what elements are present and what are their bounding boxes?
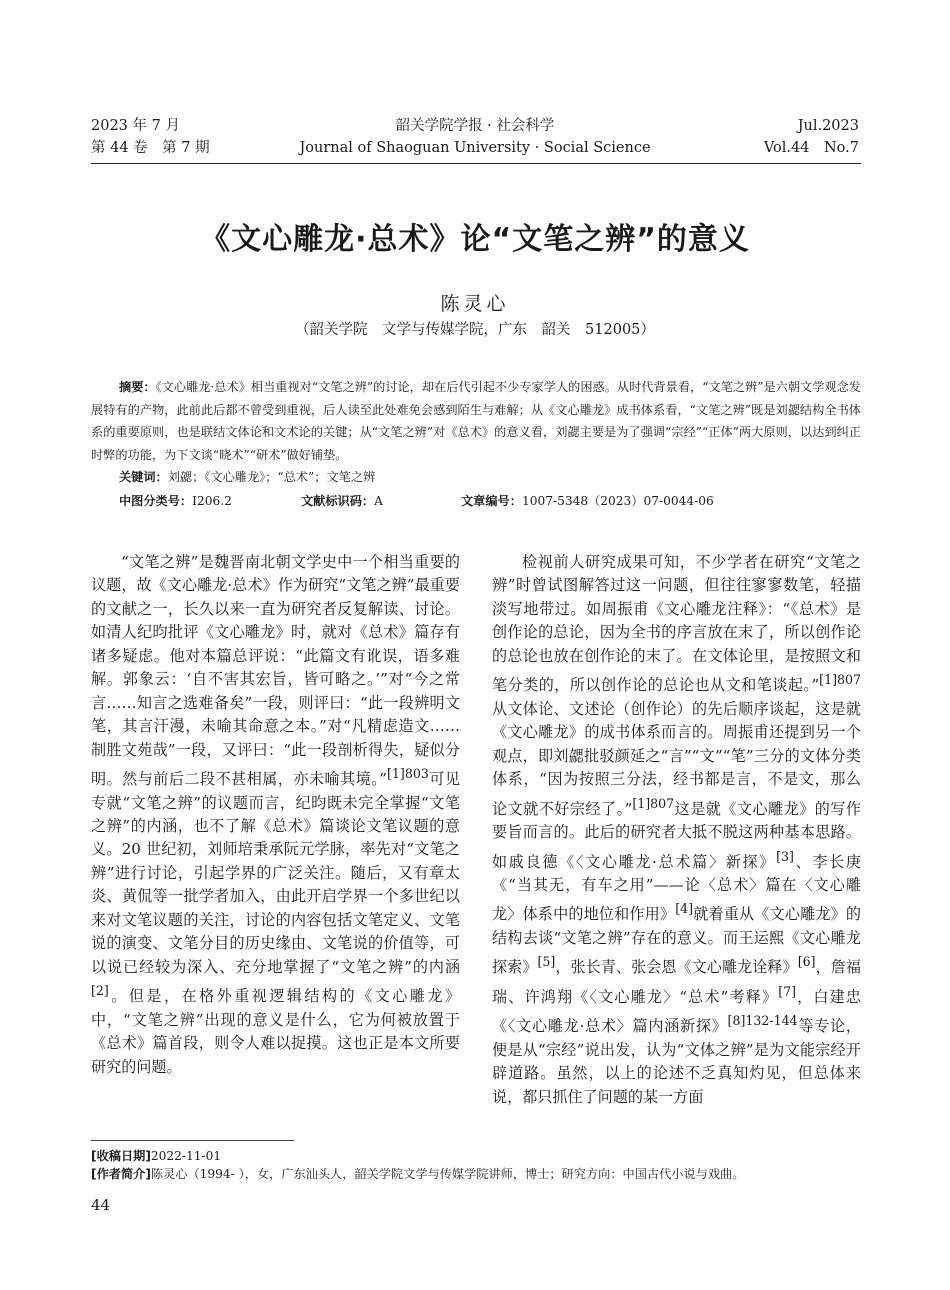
citation: [3] — [776, 848, 794, 864]
header-volume-en: Vol.44 No.7 — [763, 140, 859, 156]
body-right-text: ，白建忠《〈文心雕龙·总术〉篇内涵新探》 — [492, 987, 861, 1036]
header-journal-cn: 韶关学院学报 · 社会科学 — [395, 118, 555, 134]
body-right-text: 、李长庚《“当其无，有车之用”——论〈总术〉篇在〈文心雕龙〉体系中的地位和作用》 — [492, 852, 861, 924]
header-date-en: Jul.2023 — [797, 118, 859, 134]
document-code-label: 文献标识码： — [301, 494, 375, 508]
article-author: 陈灵心 — [440, 293, 510, 315]
article-id-label: 文章编号： — [461, 494, 522, 508]
citation: [2] — [91, 983, 109, 999]
body-right-text: 从文体论、文述论（创作论）的先后顺序谈起，这是就《文心雕龙》的成书体系而言的。周振甫还提到另一个观点，即刘勰批驳颜延之“言”“文”“笔”三分的文体分类体系，“因为按照三分法，经书都是言，不是文，那么论文就不好宗经了。” — [492, 699, 861, 818]
keywords — [119, 466, 375, 488]
citation: [6] — [797, 954, 816, 970]
body-right-text: 这是就《文心雕龙》的写作要旨而言的。此后的研究者大抵不脱这两种基本思路。如戚良德《〈文心雕龙·总术篇〉新探》 — [492, 799, 861, 871]
author-bio-label: [作者简介] — [91, 1167, 151, 1181]
document-code-value: A — [374, 494, 383, 508]
abstract-label: 摘要： — [119, 380, 156, 394]
clc-number — [119, 490, 232, 512]
footnote-author-bio — [91, 1165, 881, 1184]
citation: [4] — [675, 901, 694, 917]
keywords-label: 关键词： — [119, 470, 168, 484]
body-right-text: 就着重从《文心雕龙》的结构去谈“文笔之辨”存在的意义。而王运熙《文心雕龙探索》 — [492, 905, 861, 977]
article-title: 《文心雕龙·总术》论“文笔之辨”的意义 — [200, 222, 750, 257]
footnote-rule — [91, 1140, 294, 1141]
body-right-text: 等专论，便是从“宗经”说出发，认为“文体之辨”是为文能宗经开辟道路。虽然，以上的论述不乏真知灼见，但总体来说，都只抓住了问题的某一方面 — [492, 1017, 861, 1106]
body-right-text: ，詹福瑞、许鸿翔《〈文心雕龙〉“总术”考释》 — [492, 958, 861, 1006]
document-code — [301, 490, 383, 512]
citation: [5] — [537, 954, 556, 970]
citation: [1]807 — [632, 795, 675, 811]
citation: [1]807 — [819, 672, 861, 688]
body-left-text-3: 。但是，在格外重视逻辑结构的《文心雕龙》中，“文笔之辨”出现的意义是什么，它为何被放置于《总术》篇首段，则令人难以捉摸。这也正是本文所要研究的问题。 — [91, 987, 460, 1076]
footnote-received — [91, 1147, 881, 1166]
body-left-text-2: 可见专就“文笔之辨”的议题而言，纪昀既未完全掌握“文笔之辨”的内涵，也不了解《总术》篇谈论文笔议题的意义。20 世纪初，刘师培秉承阮元学脉，率先对“文笔之辨”进行讨论，引起学界的广泛关注。随后，又有章太炎、黄侃等一批学者加入，由此开启学界一个多世纪以来对文笔议题的关注，讨论的内容包括文笔定义、文笔说的演变、文笔分目的历史缘由、文笔说的价值等，可以说已经较为深入、充分地掌握了“文笔之辨”的内涵 — [91, 770, 460, 976]
body-right-text: 检视前人研究成果可知，不少学者在研究“文笔之辨”时曾试图解答过这一问题，但往往寥寥数笔，轻描淡写地带过。如周振甫《文心雕龙注释》：“《总术》是创作论的总论，因为全书的序言放在末了，所以创作论的总论也放在创作论的末了。在文体论里，是按照文和笔分类的，所以创作论的总论也从文和笔谈起。” — [492, 553, 861, 695]
keywords-text: 刘勰；《文心雕龙》；“总术”；文笔之辨 — [167, 470, 376, 484]
header-date-cn: 2023 年 7 月 — [91, 118, 180, 134]
article-affiliation: （韶关学院 文学与传媒学院，广东 韶关 512005） — [295, 322, 655, 338]
citation: [8]132-144 — [727, 1013, 798, 1029]
abstract-text: 《文心雕龙·总术》相当重视对“文笔之辨”的讨论，却在后代引起不少专家学人的困惑。从时代背景看，“文笔之辨”是六朝文学观念发展特有的产物，此前此后都不曾受到重视，后人读至此处难免会感到陌生与难解；从《文心雕龙》成书体系看，“文笔之辨”既是刘勰结构全书体系的重要原则，也是联结文体论和文术论的关键；从“文笔之辨”对《总术》的意义看，刘勰主要是为了强调“宗经”“正体”两大原则，以达到纠正时弊的功能，为下文谈“晓术”“研术”做好铺垫。 — [91, 380, 861, 462]
received-date: 2022-11-01 — [150, 1149, 222, 1163]
author-bio-text: 陈灵心（1994- ），女，广东汕头人，韶关学院文学与传媒学院讲师，博士；研究方向：中国古代小说与戏曲。 — [150, 1167, 745, 1181]
article-id-value: 1007-5348（2023）07-0044-06 — [521, 494, 714, 508]
header-volume-cn: 第 44 卷 第 7 期 — [91, 140, 210, 156]
body-right-column — [492, 551, 861, 1109]
clc-label: 中图分类号： — [119, 494, 193, 508]
citation: [7] — [778, 983, 797, 999]
body-left-column — [91, 551, 460, 1079]
abstract — [91, 376, 861, 466]
header-rule — [91, 163, 861, 164]
citation: [1]803 — [387, 766, 429, 782]
received-label: [收稿日期] — [91, 1149, 151, 1163]
body-left-text-1: “文笔之辨”是魏晋南北朝文学史中一个相当重要的议题，故《文心雕龙·总术》作为研究“文笔之辨”最重要的文献之一，长久以来一直为研究者反复解读、讨论。如清人纪昀批评《文心雕龙》时，就对《总术》篇存有诸多疑虑。他对本篇总评说：“此篇文有讹误，语多难解。郭象云：‘自不害其宏旨，皆可略之。’”对“今之常言……知言之选难备矣”一段，则评曰：“此一段辨明文笔，其言汗漫，未喻其命意之本。”对“凡精虑造文……制胜文苑哉”一段，又评曰：“此一段剖析得失，疑似分明。然与前后二段不甚相属，亦未喻其境。” — [91, 553, 460, 789]
clc-value: I206.2 — [192, 494, 232, 508]
header-right — [764, 115, 859, 159]
body-right-text: ，张长青、张会恩《文心雕龙诠释》 — [555, 958, 798, 977]
page-number: 44 — [91, 1196, 111, 1214]
header-journal-en: Journal of Shaoguan University · Social Science — [299, 140, 651, 156]
article-id — [461, 490, 714, 512]
